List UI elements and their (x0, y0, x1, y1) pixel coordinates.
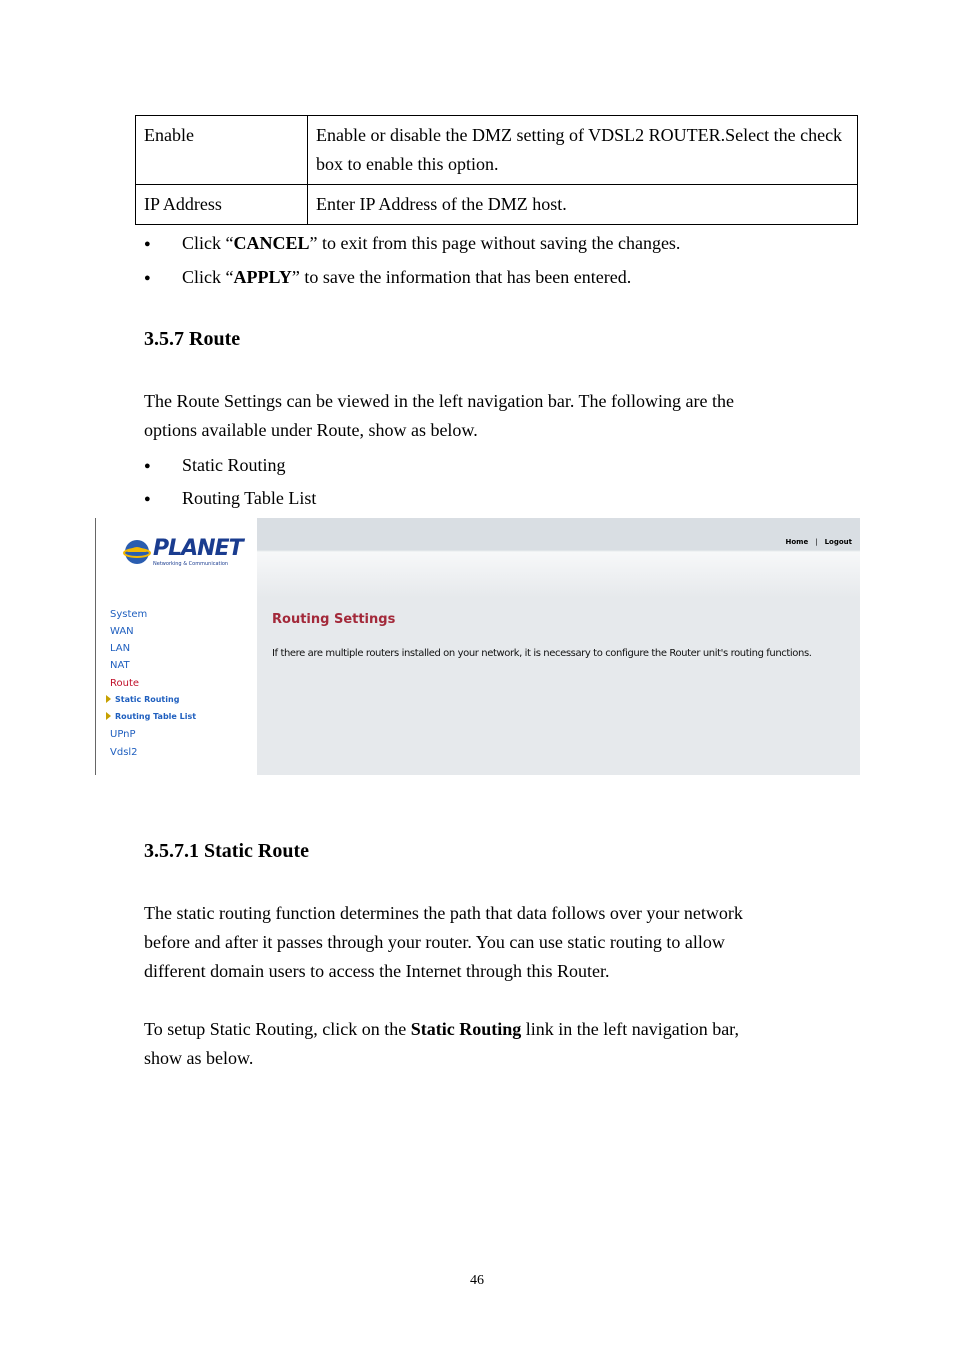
table-cell-desc: Enable or disable the DMZ setting of VDSL2 ROUTER.Select the check box to enable this option. (308, 116, 858, 185)
nav-route[interactable]: Route (110, 678, 140, 689)
table-cell-key: Enable (136, 116, 308, 185)
nav-system[interactable]: System (110, 609, 148, 620)
setup-paragraph: To setup Static Routing, click on the Static Routing link in the left navigation bar, show as below. (144, 1019, 739, 1068)
home-link[interactable]: Home (785, 538, 809, 546)
bullet-cancel: ● Click “CANCEL” to exit from this page without saving the changes. (144, 231, 680, 256)
globe-icon (123, 538, 151, 566)
heading-static-route: 3.5.7.1 Static Route (144, 840, 309, 862)
divider (95, 518, 96, 775)
nav-lan[interactable]: LAN (110, 643, 131, 654)
content-panel (257, 518, 860, 775)
bullet-apply: ● Click “APPLY” to save the information that has been entered. (144, 265, 631, 290)
arrow-right-icon (106, 695, 111, 703)
table-row (136, 185, 858, 225)
bullet-dot-icon: ● (144, 272, 151, 284)
cancel-label: CANCEL (233, 233, 310, 253)
subnav-static-routing[interactable]: Static Routing (106, 695, 179, 704)
planet-logo: PLANET Networking & Communication (123, 536, 233, 570)
bullet-dot-icon: ● (144, 238, 151, 250)
bullet-dot-icon: ● (144, 493, 151, 505)
table-row (136, 116, 858, 185)
arrow-right-icon (106, 712, 111, 720)
bullet-dot-icon: ● (144, 460, 151, 472)
table-cell-desc: Enter IP Address of the DMZ host. (308, 185, 858, 225)
parameter-table (135, 115, 858, 225)
nav-upnp[interactable]: UPnP (110, 729, 136, 740)
heading-route: 3.5.7 Route (144, 328, 241, 350)
route-intro: The Route Settings can be viewed in the left navigation bar. The following are the options available under Route, show as below. (144, 391, 735, 440)
subnav-routing-table-list[interactable]: Routing Table List (106, 712, 196, 721)
nav-nat[interactable]: NAT (110, 660, 130, 671)
bullet-static-routing: ● Static Routing (144, 453, 286, 478)
routing-settings-description: If there are multiple routers installed on your network, it is necessary to configure the Router unit's routing functions. (272, 648, 812, 659)
nav-wan[interactable]: WAN (110, 626, 134, 637)
table-cell-key: IP Address (136, 185, 308, 225)
top-links: Home | Logout (785, 538, 852, 546)
page-number: 46 (470, 1273, 484, 1288)
nav-vdsl2[interactable]: Vdsl2 (110, 747, 138, 758)
router-ui-screenshot (95, 518, 860, 775)
static-routing-emphasis: Static Routing (410, 1019, 522, 1039)
routing-settings-title: Routing Settings (272, 612, 396, 627)
static-route-paragraph: The static routing function determines the path that data follows over your network before and after it passes through your router. You can use static routing to allow different domain users to access the Internet through this Router. (144, 903, 743, 981)
bullet-routing-table-list: ● Routing Table List (144, 486, 316, 511)
apply-label: APPLY (233, 267, 292, 287)
logout-link[interactable]: Logout (824, 538, 852, 546)
